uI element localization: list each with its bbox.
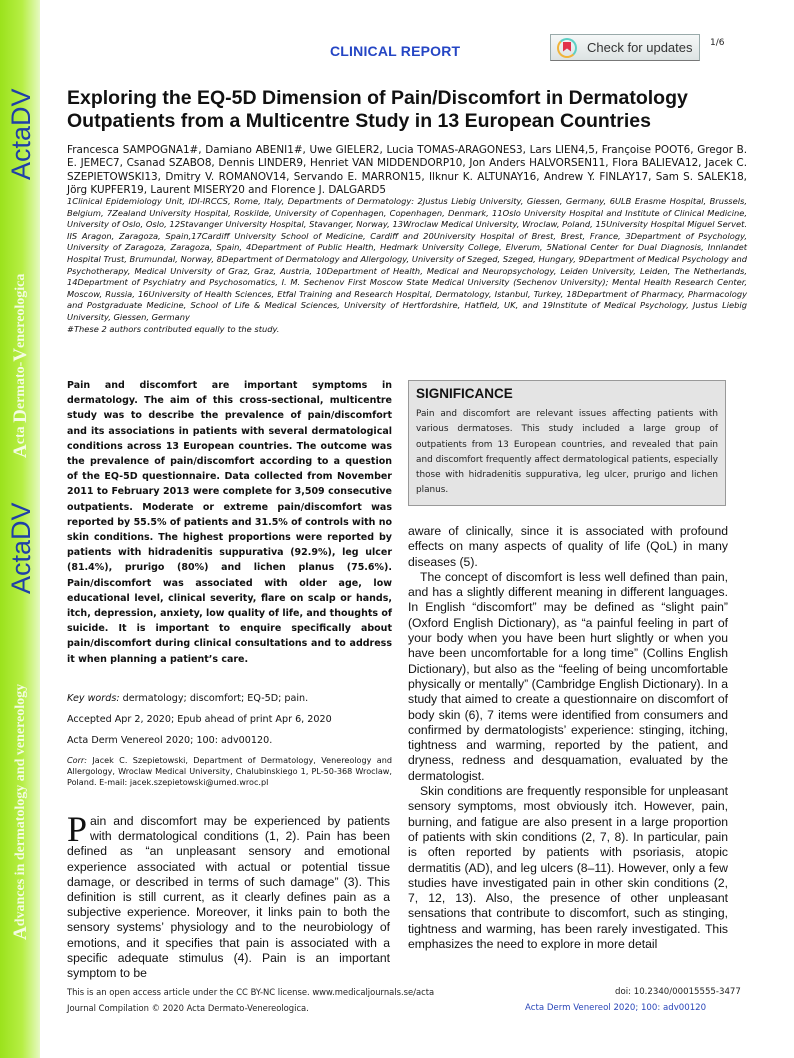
affiliations-text: 1Clinical Epidemiology Unit, IDI-IRCCS, Rome, Italy, Departments of Dermatology: 2Justus Liebig University, Giessen, Germany, 6ULB Erasme Hospital, Brussels, Belgium, 7Zealand University Hospital, Roskilde, University of Copenhagen, Copenhagen, Denmark, 11Oslo University Hospital and Institute of Clinical Medicine, University of Oslo, Oslo, 12Stavanger University Hospital, Stavanger, Norway, 13Wroclaw Medical University, Wroclaw, Poland, 15University Hospital Miguel Servet. IIS Aragon, Zaragoza, Spain,17Cardiff University School of Medicine, Cardiff and 20University Hospital of Brest, Brest, France, 3Department of Psychology, University of Zaragoza, Zaragoza, Spain, 4Department of Public Health, Hedmark University College, Elverum, 5National Center for Dual Diagnosis, Innlandet Hospital Trust, Brumundal, Norway, 8Department of Dermatology and Allergology, University of Szeged, Szeged, Hungary, 9Department of Medical Psychology and Psychotherapy, Medical University of Graz, Graz, Austria, 10Department of Health, Medical and Neuropsychology, Leiden University, Leiden, The Netherlands, 14Department of Psychiatry and Psychosomatics, I. M. Sechenov First Moscow State Medical University (Sechenov University); Mental Health Research Center, Moscow, Russia, 16University of Health Sciences, Etfal Training and Research Hospital, Dermatology, Istanbul, Turkey, 18Department of Pharmacy, Pharmacology and Postgraduate Medicine, School of Life & Medical Sciences, University of Hertfordshire, Hatfield, UK, and 19Institute of Medical Psychology, Justus Liebig University, Giessen, Germany	[67, 196, 747, 322]
keywords-label: Key words:	[67, 693, 120, 704]
title-line-1: Exploring the EQ-5D Dimension of Pain/Discomfort in Dermatology	[67, 87, 688, 109]
check-for-updates-label: Check for updates	[587, 40, 693, 55]
citation: Acta Derm Venereol 2020; 100: adv00120.	[67, 735, 273, 746]
journal-name-vertical: Acta Dermato-Venereologica	[10, 273, 31, 458]
footer-citation: Acta Derm Venereol 2020; 100: adv00120	[525, 1003, 707, 1013]
affiliations	[67, 196, 747, 335]
body-text-left	[67, 809, 390, 981]
article-title	[67, 87, 767, 133]
accepted-date: Accepted Apr 2, 2020; Epub ahead of print Apr 6, 2020	[67, 714, 332, 725]
journal-tagline-vertical: Advances in dermatology and venereology	[10, 683, 31, 940]
equal-contribution-note: #These 2 authors contributed equally to the study.	[67, 323, 280, 334]
bookmark-icon	[557, 38, 577, 58]
significance-text: Pain and discomfort are relevant issues affecting patients with various dermatoses. This study included a large group of outpatients from 13 European countries, and revealed that pain and discomfort frequently affect dermatological patients, especially those with hidradenitis suppurativa, leg ulcer, prurigo and lichen planus.	[416, 409, 718, 496]
significance-box	[408, 380, 726, 506]
author-list: Francesca SAMPOGNA1#, Damiano ABENI1#, Uwe GIELER2, Lucia TOMAS-ARAGONES3, Lars LIEN4,5, Françoise POOT6, Gregor B. E. JEMEC7, Csanad SZABO8, Dennis LINDER9, Henriet VAN MIDDENDORP10, Jon Anders HALVORSEN11, Flora BALIEVA12, Jacek C. SZEPIETOWSKI13, Dmitry V. ROMANOV14, Servando E. MARRON15, Ilknur K. ALTUNAY16, Andrew Y. FINLAY17, Sam S. SALEK18, Jörg KUPFER19, Laurent MISERY20 and Florence J. DALGARD5	[67, 144, 747, 197]
body-left-text: ain and discomfort may be experienced by patients with dermatological conditions (1, 2). Pain has been defined as “an unpleasant sensory and emotional experience associated with actual or potential tissue damage, or described in terms of such damage” (3). This definition is still current, as it clearly defines pain as a subjective experience. Moreover, it links pain to both the sensory systems’ physiology and to the neurobiology of emotions, and it specifies that pain is associated with a specific adequate stimulus (4). Pain is an important symptom to be	[67, 814, 390, 981]
keywords	[67, 693, 392, 704]
keywords-text: dermatology; discomfort; EQ-5D; pain.	[122, 693, 309, 704]
paragraph: Skin conditions are frequently responsible for unpleasant sensory symptoms, most obviously itch. However, pain, burning, and fatigue are also present in a large proportion of patients with skin conditions (2, 7, 8). In particular, pain is often reported by patients with psoriasis, atopic dermatitis (AD), and leg ulcers (8–11). However, only a few studies have investigated pain in other skin conditions (2, 7, 12, 13). Also, the presence of other unpleasant sensations that contribute to discomfort, such as stinging, tightness and warming, has been rarely investigated. This emphasizes the need to explore in more detail	[408, 784, 728, 952]
title-line-2: Outpatients from a Multicentre Study in 13 European Countries	[67, 110, 651, 132]
drop-cap: P	[67, 809, 88, 849]
corr-text: Jacek C. Szepietowski, Department of Dermatology, Venereology and Allergology, Wroclaw Medical University, Chalubinskiego 1, PL-50-368 Wroclaw, Poland. E-mail: jacek.szepietowski@umed.wroc.pl	[67, 755, 392, 787]
correspondence	[67, 755, 392, 787]
acta-dv-logo-top: ActaDV	[6, 88, 36, 180]
paragraph: The concept of discomfort is less well defined than pain, and has a slightly different meaning in different languages. In English “discomfort” may be defined as “slight pain” (Oxford English Dictionary), as “a painful feeling in part of your body when you have been hurt slightly or when you have been uncomfortable for a long time” (Collins English Dictionary), but also as the “feeling of being uncomfortable physically or mentally” (Cambridge English Dictionary). In a study that aimed to create a questionnaire on discomfort of body skin (6), 7 items were identified from consumers and confirmed by dermatologists’ experience: stinging, itching, tightness and warming, reported by the patient, and dryness, redness and desquamation, evaluated by the dermatologist.	[408, 569, 728, 783]
journal-compilation: Journal Compilation © 2020 Acta Dermato-Venereologica.	[67, 1003, 309, 1013]
corr-label: Corr:	[67, 755, 87, 765]
check-for-updates-button[interactable]	[550, 34, 700, 61]
abstract: Pain and discomfort are important symptoms in dermatology. The aim of this cross-sectional, multicentre study was to describe the prevalence of pain/discomfort and its associations in patients with several dermatological conditions across 13 European countries. The outcome was the prevalence of pain/discomfort according to a question of the EQ-5D questionnaire. Data collected from November 2011 to February 2013 were complete for 3,509 consecutive outpatients. Moderate or extreme pain/discomfort was reported by 55.5% of patients and 31.5% of controls with no skin conditions. The highest proportions were reported by patients with hidradenitis suppurativa (92.9%), leg ulcer (81.4%), prurigo (80%) and lichen planus (75.6%). Pain/discomfort was associated with older age, low educational level, clinical severity, flare on scalp or hands, itch, depression, anxiety, low quality of life, and thoughts of suicide. It is important to enquire specifically about pain/discomfort during clinical consultations and to address it when planning a patient’s care.	[67, 380, 392, 665]
acta-dv-logo-bottom: ActaDV	[6, 502, 36, 594]
paragraph: aware of clinically, since it is associated with profound effects on many aspects of quality of life (QoL) in many diseases (5).	[408, 524, 728, 569]
page-number: 1/6	[710, 38, 725, 48]
section-label: CLINICAL REPORT	[330, 43, 461, 59]
body-text-right	[408, 524, 728, 952]
journal-sidebar	[0, 0, 40, 1058]
doi[interactable]: doi: 10.2340/00015555-3477	[615, 987, 741, 997]
license-note: This is an open access article under the CC BY-NC license. www.medicaljournals.se/acta	[67, 987, 435, 997]
significance-title: SIGNIFICANCE	[416, 386, 513, 401]
